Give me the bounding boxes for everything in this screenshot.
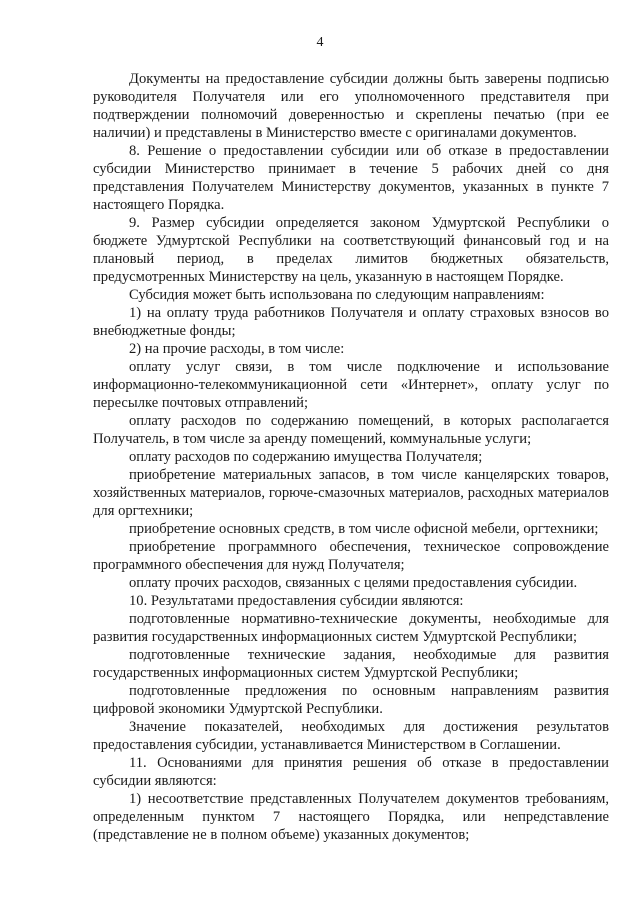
list-item-digital-economy-proposals: подготовленные предложения по основным направлениям развития цифровой экономики Удмуртской Республики. xyxy=(93,683,609,717)
list-item-fixed-assets: приобретение основных средств, в том числе офисной мебели, оргтехники; xyxy=(129,521,599,537)
list-item-communication-services: оплату услуг связи, в том числе подключение и использование информационно-телекоммуникационной сети «Интернет», оплату услуг по пересылке почтовых отправлений; xyxy=(93,359,609,411)
paragraph-clause-8: 8. Решение о предоставлении субсидии или об отказе в предоставлении субсидии Министерство принимает в течение 5 рабочих дней со дня представления Получателем Министерству документов, указанных в пункте 7 настоящего Порядка. xyxy=(93,143,609,213)
document-body xyxy=(93,70,609,844)
paragraph-documents-certification: Документы на предоставление субсидии должны быть заверены подписью руководителя Получателя или его уполномоченного представителя при подтверждении полномочий доверенностью и скреплены печатью (при ее наличии) и представлены в Министерство вместе с оригиналами документов. xyxy=(93,71,609,141)
list-item-other-expenses: 2) на прочие расходы, в том числе: xyxy=(129,341,345,357)
list-item-normative-documents: подготовленные нормативно-технические документы, необходимые для развития государственных информационных систем Удмуртской Республики; xyxy=(93,611,609,645)
page-number: 4 xyxy=(316,35,324,50)
list-item-software: приобретение программного обеспечения, техническое сопровождение программного обеспечения для нужд Получателя; xyxy=(93,539,609,573)
paragraph-clause-9: 9. Размер субсидии определяется законом Удмуртской Республики о бюджете Удмуртской Республики на соответствующий финансовый год и на плановый период, в пределах лимитов бюджетных обязательств, предусмотренных Министерству на цель, указанную в настоящем Порядке. xyxy=(93,215,609,285)
list-item-premises-expenses: оплату расходов по содержанию помещений, в которых располагается Получатель, в том числе за аренду помещений, коммунальные услуги; xyxy=(93,413,609,447)
list-item-labor-payment: 1) на оплату труда работников Получателя и оплату страховых взносов во внебюджетные фонды; xyxy=(93,305,609,339)
list-item-property-maintenance: оплату расходов по содержанию имущества Получателя; xyxy=(129,449,483,465)
paragraph-clause-11: 11. Основаниями для принятия решения об отказе в предоставлении субсидии являются: xyxy=(93,755,609,789)
list-item-technical-specifications: подготовленные технические задания, необходимые для развития государственных информационных систем Удмуртской Республики; xyxy=(93,647,609,681)
paragraph-clause-10: 10. Результатами предоставления субсидии являются: xyxy=(129,593,464,609)
list-item-document-nonconformity: 1) несоответствие представленных Получателем документов требованиям, определенным пунктом 7 настоящего Порядка, или непредставление (представление не в полном объеме) указанных документов; xyxy=(93,791,609,843)
list-item-material-stocks: приобретение материальных запасов, в том числе канцелярских товаров, хозяйственных материалов, горюче-смазочных материалов, расходных материалов для оргтехники; xyxy=(93,467,609,519)
list-item-other-costs: оплату прочих расходов, связанных с целями предоставления субсидии. xyxy=(129,575,578,591)
paragraph-subsidy-directions: Субсидия может быть использована по следующим направлениям: xyxy=(129,287,545,303)
paragraph-indicator-values: Значение показателей, необходимых для достижения результатов предоставления субсидии, устанавливается Министерством в Соглашении. xyxy=(93,719,609,753)
